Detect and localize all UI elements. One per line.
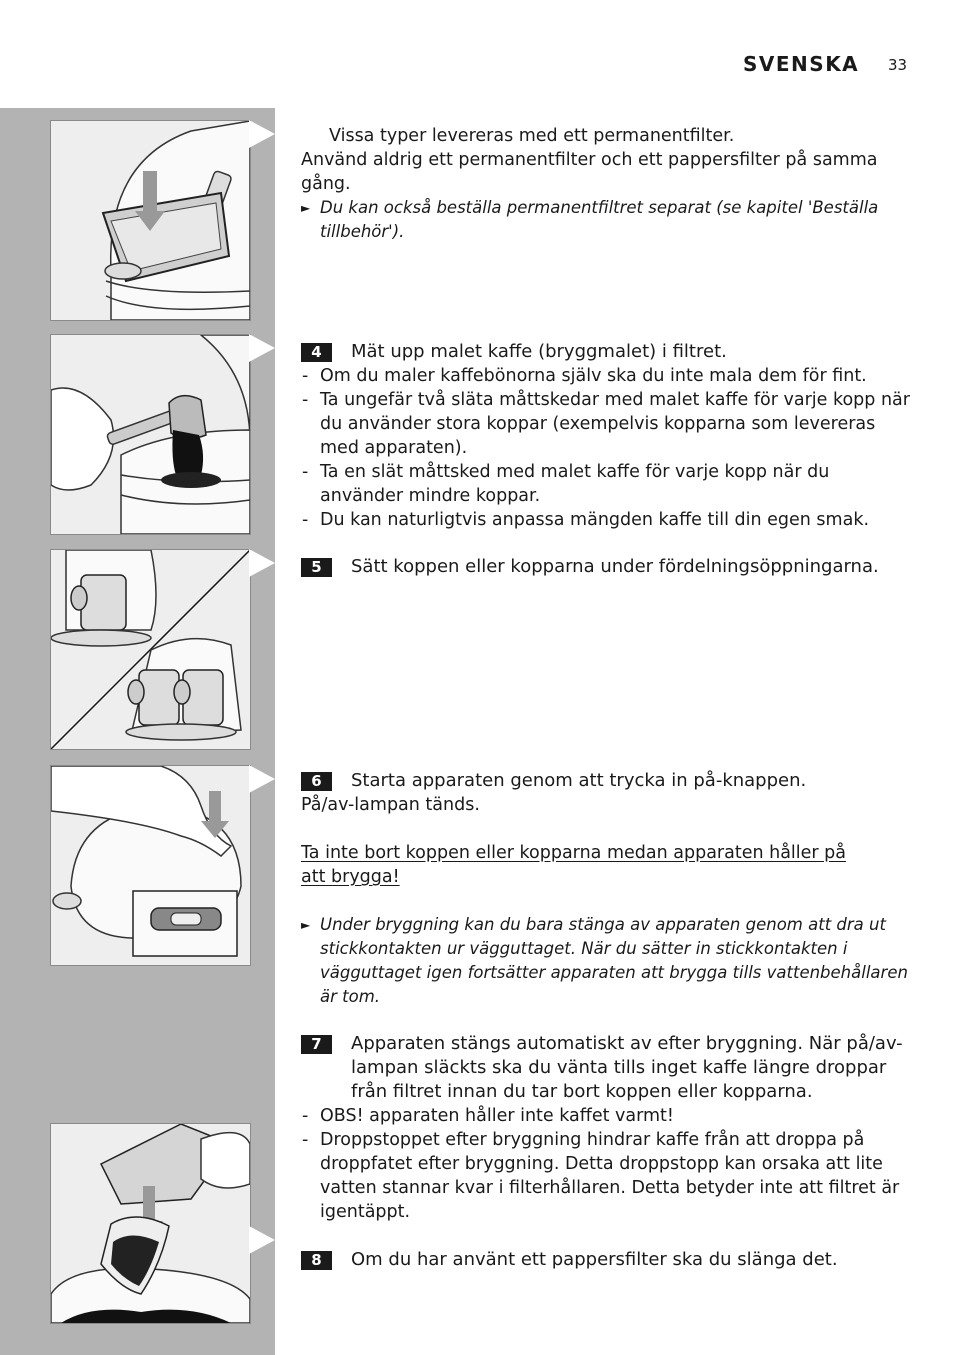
list-item: - Ta en slät måttsked med malet kaffe för varje kopp när du använder mindre koppar.	[302, 462, 830, 506]
step-6-note	[301, 913, 911, 1009]
pointer-triangle	[249, 1226, 275, 1254]
step-5-title: Sätt koppen eller kopparna under fördelningsöppningarna.	[351, 556, 879, 577]
step-8-title: Om du har använt ett pappersfilter ska du slänga det.	[351, 1249, 838, 1270]
step-6-number: 6	[301, 772, 332, 791]
intro-line-1: Vissa typer levereras med ett permanentfilter.	[329, 126, 735, 146]
step-8-section	[301, 1248, 911, 1272]
step-7-title: Apparaten stängs automatiskt av efter bryggning. När på/av-lampan släckts ska du vänta tills inget kaffe längre droppar från filtret innan du tar bort koppen eller kopparna.	[351, 1033, 903, 1102]
intro-note	[301, 196, 911, 244]
step-6-section	[301, 769, 911, 1009]
list-item: - Droppstoppet efter bryggning hindrar kaffe från att droppa på droppfatet efter bryggning. Detta droppstopp kan orsaka att lite vatten stannar kvar i filterhållaren. Detta betyder inte att filtret är igentäppt.	[302, 1130, 900, 1222]
scoop-coffee-illustration	[50, 334, 251, 535]
pointer-triangle	[249, 120, 275, 148]
step-6-heading	[301, 769, 911, 793]
step-4-section	[301, 340, 911, 532]
step-6-title: Starta apparaten genom att trycka in på-knappen.	[351, 770, 807, 791]
paper-filter-disposal-illustration	[50, 1123, 251, 1324]
page-number: 33	[888, 56, 908, 74]
step-5-number: 5	[301, 558, 332, 577]
list-item: - OBS! apparaten håller inte kaffet varmt!	[302, 1106, 674, 1126]
list-item: - Om du maler kaffebönorna själv ska du inte mala dem för fint.	[302, 366, 867, 386]
step-7-section	[301, 1032, 911, 1224]
step-4-heading	[301, 340, 911, 364]
intro-section	[301, 124, 911, 244]
triangle-bullet-icon: ►	[301, 201, 311, 215]
permanent-filter-illustration	[50, 120, 251, 321]
step-5-heading	[301, 555, 911, 579]
step-4-number: 4	[301, 343, 332, 362]
step-8-heading	[301, 1248, 911, 1272]
intro-note-text: Du kan också beställa permanentfiltret separat (se kapitel 'Beställa tillbehör').	[320, 198, 879, 241]
step-6-result: På/av-lampan tänds.	[301, 795, 480, 815]
pointer-triangle	[249, 549, 275, 577]
list-item: - Du kan naturligtvis anpassa mängden kaffe till din egen smak.	[302, 510, 870, 530]
step-6-warning: Ta inte bort koppen eller kopparna medan apparaten håller på att brygga!	[301, 843, 847, 887]
pointer-triangle	[249, 765, 275, 793]
triangle-bullet-icon: ►	[301, 918, 311, 932]
step-4-title: Mät upp malet kaffe (bryggmalet) i filtret.	[351, 341, 727, 362]
step-7-heading	[301, 1032, 911, 1104]
step-5-section	[301, 555, 911, 579]
step-8-number: 8	[301, 1251, 332, 1270]
intro-line-2: Använd aldrig ett permanentfilter och ett pappersfilter på samma gång.	[301, 150, 878, 194]
cups-under-spout-illustration	[50, 549, 251, 750]
power-button-illustration	[50, 765, 251, 966]
step-7-number: 7	[301, 1035, 332, 1054]
pointer-triangle	[249, 334, 275, 362]
step-6-note-text: Under bryggning kan du bara stänga av apparaten genom att dra ut stickkontakten ur vägguttaget. När du sätter in stickkontakten i vägguttaget igen fortsätter apparaten att brygga tills vattenbehållaren är tom.	[320, 915, 908, 1006]
language-header: SVENSKA	[743, 52, 860, 76]
list-item: - Ta ungefär två släta måttskedar med malet kaffe för varje kopp när du använder stora koppar (exempelvis kopparna som levereras med apparaten).	[302, 390, 910, 458]
